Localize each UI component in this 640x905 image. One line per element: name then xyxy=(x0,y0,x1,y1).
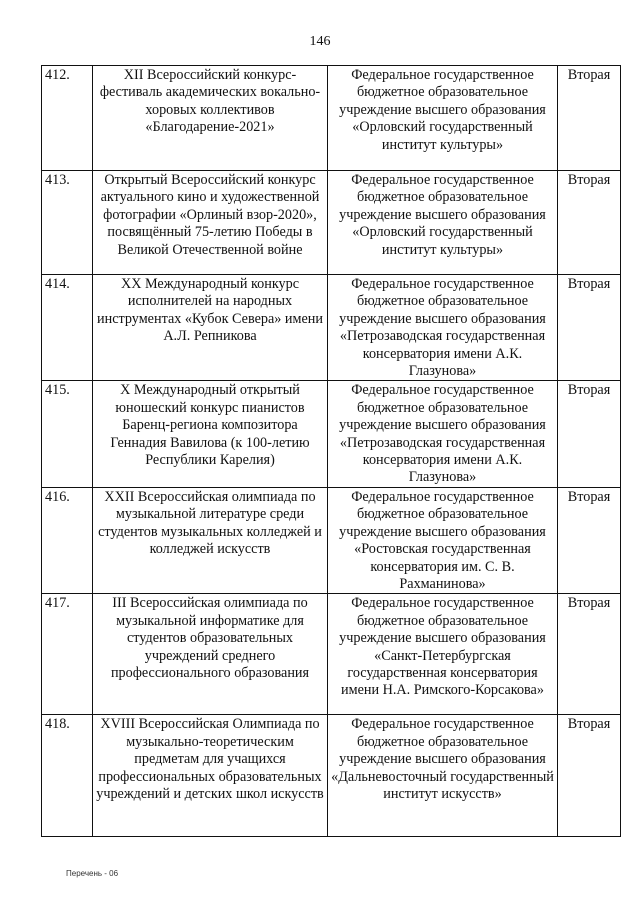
event-name: Открытый Всероссийский конкурс актуального кино и художественной фотографии «Орлиный взор-2020», посвящённый 75-летию Победы в Великой Отечественной войне xyxy=(93,171,328,275)
category: Вторая xyxy=(558,487,621,593)
event-name: XXII Всероссийская олимпиада по музыкальной литературе среди студентов музыкальных колледжей и колледжей искусств xyxy=(93,487,328,593)
row-number: 413. xyxy=(42,171,93,275)
row-number: 414. xyxy=(42,275,93,381)
page-number: 146 xyxy=(309,34,331,49)
event-name: XX Международный конкурс исполнителей на народных инструментах «Кубок Севера» имени А.Л. Репникова xyxy=(93,275,328,381)
events-table xyxy=(41,65,621,837)
category: Вторая xyxy=(558,275,621,381)
event-name: III Всероссийская олимпиада по музыкальной информатике для студентов образовательных учреждений среднего профессионального образования xyxy=(93,594,328,715)
table-row xyxy=(42,381,621,487)
table-row xyxy=(42,594,621,715)
row-number: 415. xyxy=(42,381,93,487)
organizer: Федеральное государственное бюджетное образовательное учреждение высшего образования «Орловский государственный институт культуры» xyxy=(328,171,558,275)
organizer: Федеральное государственное бюджетное образовательное учреждение высшего образования «Ростовская государственная консерватория им. С. В. Рахманинова» xyxy=(328,487,558,593)
row-number: 412. xyxy=(42,66,93,171)
category: Вторая xyxy=(558,381,621,487)
category: Вторая xyxy=(558,66,621,171)
organizer: Федеральное государственное бюджетное образовательное учреждение высшего образования «Дальневосточный государственный институт искусств» xyxy=(328,715,558,837)
organizer: Федеральное государственное бюджетное образовательное учреждение высшего образования «Петрозаводская государственная консерватория имени А.К. Глазунова» xyxy=(328,275,558,381)
row-number: 417. xyxy=(42,594,93,715)
event-name: XVIII Всероссийская Олимпиада по музыкально-теоретическим предметам для учащихся профессиональных образовательных учреждений и детских школ искусств xyxy=(93,715,328,837)
organizer: Федеральное государственное бюджетное образовательное учреждение высшего образования «Орловский государственный институт культуры» xyxy=(328,66,558,171)
event-name: XII Всероссийский конкурс-фестиваль академических вокально-хоровых коллективов «Благодарение-2021» xyxy=(93,66,328,171)
row-number: 418. xyxy=(42,715,93,837)
category: Вторая xyxy=(558,171,621,275)
table-row xyxy=(42,715,621,837)
table-row xyxy=(42,66,621,171)
category: Вторая xyxy=(558,715,621,837)
table-row xyxy=(42,487,621,593)
table-row xyxy=(42,275,621,381)
page-footer: Перечень - 06 xyxy=(66,869,119,878)
organizer: Федеральное государственное бюджетное образовательное учреждение высшего образования «Петрозаводская государственная консерватория имени А.К. Глазунова» xyxy=(328,381,558,487)
table-row xyxy=(42,171,621,275)
row-number: 416. xyxy=(42,487,93,593)
event-name: X Международный открытый юношеский конкурс пианистов Баренц-региона композитора Геннадия Вавилова (к 100-летию Республики Карелия) xyxy=(93,381,328,487)
organizer: Федеральное государственное бюджетное образовательное учреждение высшего образования «Санкт-Петербургская государственная консерватория имени Н.А. Римского-Корсакова» xyxy=(328,594,558,715)
category: Вторая xyxy=(558,594,621,715)
